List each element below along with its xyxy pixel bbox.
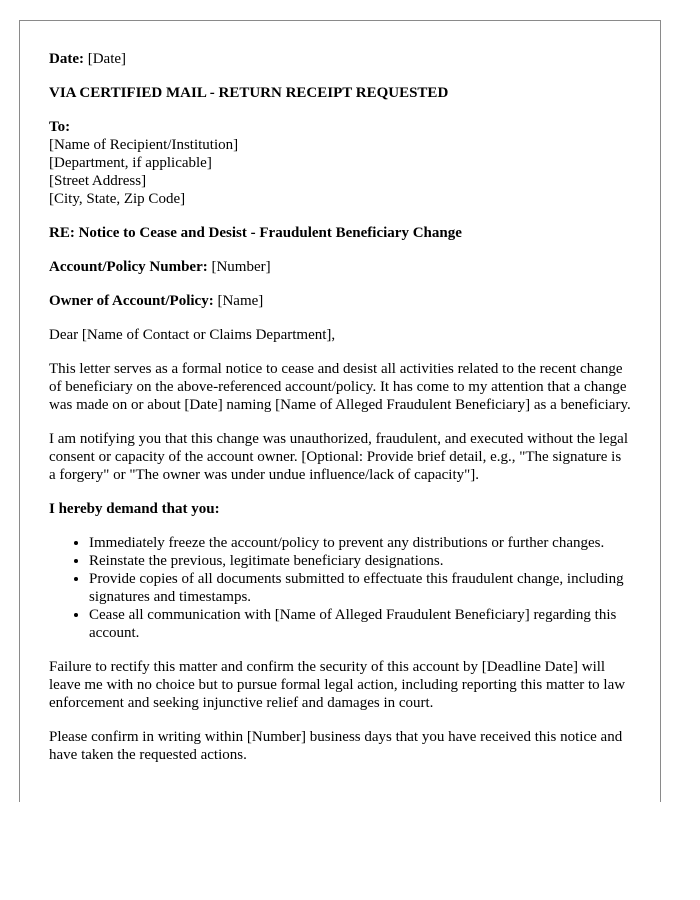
re-subject: RE: Notice to Cease and Desist - Fraudulent Beneficiary Change bbox=[49, 225, 462, 241]
recipient-block bbox=[49, 118, 631, 208]
letter-page bbox=[19, 20, 661, 802]
list-item: • Immediately freeze the account/policy to prevent any distributions or further changes. bbox=[89, 534, 631, 552]
delivery-line bbox=[49, 84, 631, 102]
owner-line bbox=[49, 292, 631, 310]
owner-label: Owner of Account/Policy: bbox=[49, 293, 214, 309]
recipient-name: [Name of Recipient/Institution] bbox=[49, 137, 239, 153]
date-label: Date: bbox=[49, 51, 84, 67]
re-line bbox=[49, 224, 631, 242]
list-item: • Reinstate the previous, legitimate beneficiary designations. bbox=[89, 552, 631, 570]
list-item: • Provide copies of all documents submitted to effectuate this fraudulent change, including signatures and timestamps. bbox=[89, 570, 631, 606]
to-label: To: bbox=[49, 119, 71, 135]
recipient-street: [Street Address] bbox=[49, 173, 147, 189]
paragraph-consequences: Failure to rectify this matter and confirm the security of this account by [Deadline Date] will leave me with no choice but to pursue formal legal action, including reporting this matter to law enforcement and seeking injunctive relief and damages in court. bbox=[49, 659, 626, 711]
recipient-department: [Department, if applicable] bbox=[49, 155, 212, 171]
demand-heading: I hereby demand that you: bbox=[49, 501, 220, 517]
list-item: • Cease all communication with [Name of Alleged Fraudulent Beneficiary] regarding this account. bbox=[89, 606, 631, 642]
date-line bbox=[49, 50, 631, 68]
recipient-city: [City, State, Zip Code] bbox=[49, 191, 186, 207]
account-value: [Number] bbox=[211, 259, 271, 275]
account-line bbox=[49, 258, 631, 276]
delivery-method: VIA CERTIFIED MAIL - RETURN RECEIPT REQUESTED bbox=[49, 85, 449, 101]
paragraph-unauthorized: I am notifying you that this change was unauthorized, fraudulent, and executed without the legal consent or capacity of the account owner. [Optional: Provide brief detail, e.g., "The signature is a forgery" or "The owner was under undue influence/lack of capacity"]. bbox=[49, 431, 628, 483]
paragraph-notice: This letter serves as a formal notice to cease and desist all activities related to the recent change of beneficiary on the above-referenced account/policy. It has come to my attention that a change was made on or about [Date] naming [Name of Alleged Fraudulent Beneficiary] as a beneficiary. bbox=[49, 361, 631, 413]
demand-list bbox=[49, 534, 631, 642]
demand-heading-line bbox=[49, 500, 631, 518]
salutation: Dear [Name of Contact or Claims Department], bbox=[49, 327, 336, 343]
owner-value: [Name] bbox=[217, 293, 264, 309]
account-label: Account/Policy Number: bbox=[49, 259, 208, 275]
date-value: [Date] bbox=[87, 51, 127, 67]
paragraph-confirmation: Please confirm in writing within [Number] business days that you have received this notice and have taken the requested actions. bbox=[49, 729, 623, 763]
